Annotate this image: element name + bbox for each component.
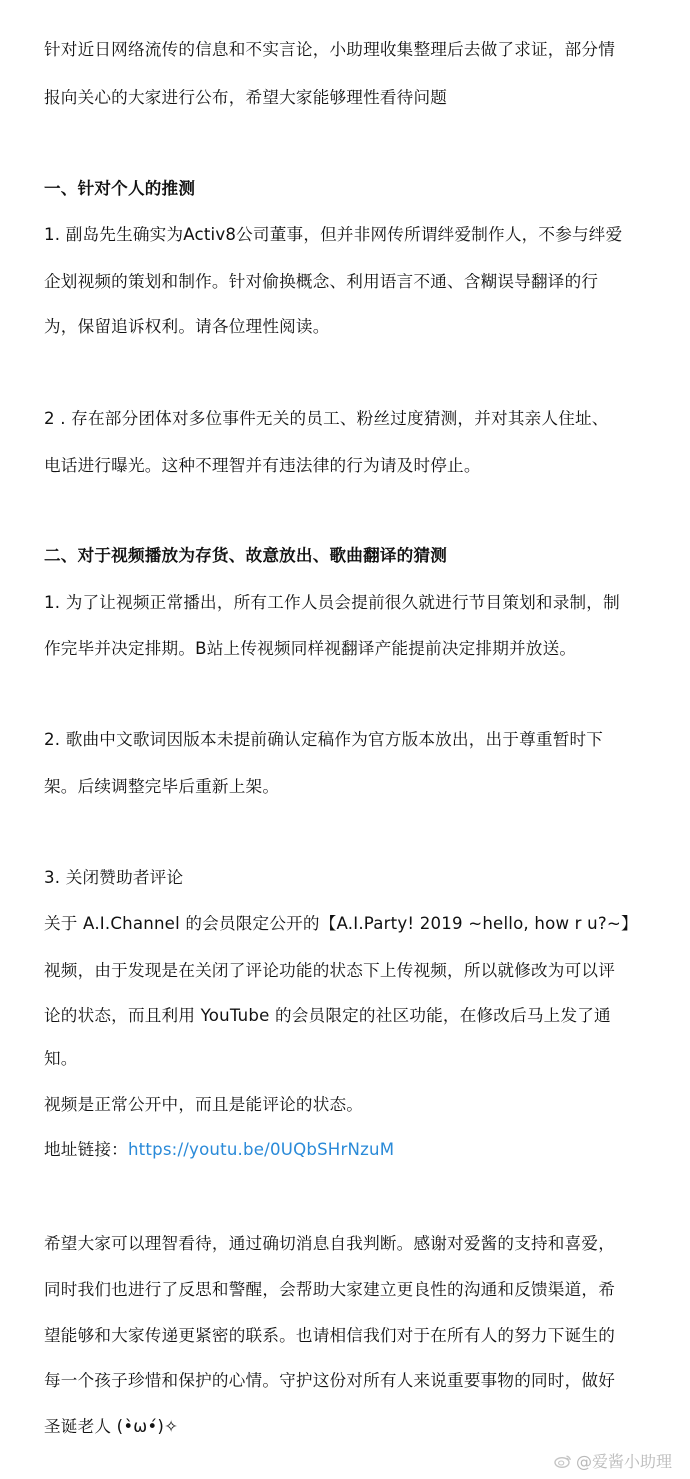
watermark: [554, 1451, 672, 1473]
paragraph-line: 作完毕并决定排期。B站上传视频同样视翻译产能提前决定排期并放送。: [44, 639, 577, 658]
closing-line: 希望大家可以理智看待，通过确切消息自我判断。感谢对爱酱的支持和喜爱，: [44, 1234, 615, 1253]
weibo-icon: [554, 1452, 572, 1466]
link-label: 地址链接：: [44, 1140, 128, 1159]
section-heading-1: 一、针对个人的推测: [44, 179, 196, 198]
intro-line: 报向关心的大家进行公布，希望大家能够理性看待问题: [44, 88, 448, 107]
closing-line: 望能够和大家传递更紧密的联系。也请相信我们对于在所有人的努力下诞生的: [44, 1326, 615, 1345]
paragraph-line: 电话进行曝光。这种不理智并有违法律的行为请及时停止。: [44, 456, 481, 475]
paragraph-line: 企划视频的策划和制作。针对偷换概念、利用语言不通、含糊误导翻译的行: [44, 272, 599, 291]
paragraph-line: 论的状态，而且利用 YouTube 的会员限定的社区功能，在修改后马上发了通: [44, 1006, 611, 1025]
closing-line: 圣诞老人 (•̀ω•́)✧: [44, 1417, 179, 1436]
paragraph-line: 架。后续调整完毕后重新上架。: [44, 777, 280, 796]
intro-line: 针对近日网络流传的信息和不实言论，小助理收集整理后去做了求证，部分情: [44, 40, 615, 59]
closing-line: 同时我们也进行了反思和警醒，会帮助大家建立更良性的沟通和反馈渠道，希: [44, 1280, 615, 1299]
link-line: [44, 1139, 394, 1161]
video-link[interactable]: https://youtu.be/0UQbSHrNzuM: [127, 1140, 395, 1159]
watermark-text: @爱酱小助理: [575, 1452, 672, 1471]
paragraph-line: 为，保留追诉权利。请各位理性阅读。: [44, 317, 330, 336]
paragraph-line: 2. 歌曲中文歌词因版本未提前确认定稿作为官方版本放出，出于尊重暂时下: [44, 730, 604, 749]
paragraph-line: 视频，由于发现是在关闭了评论功能的状态下上传视频，所以就修改为可以评: [44, 961, 615, 980]
paragraph-line: 2 . 存在部分团体对多位事件无关的员工、粉丝过度猜测，并对其亲人住址、: [44, 409, 609, 428]
paragraph-line: 知。: [44, 1049, 78, 1068]
section-heading-2: 二、对于视频播放为存货、故意放出、歌曲翻译的猜测: [44, 546, 448, 565]
paragraph-line: 1. 副岛先生确实为Activ8公司董事，但并非网传所谓绊爱制作人，不参与绊爱: [44, 225, 623, 244]
item-title: 3. 关闭赞助者评论: [44, 868, 184, 887]
paragraph-line: 视频是正常公开中，而且是能评论的状态。: [44, 1095, 364, 1114]
paragraph-line: 关于 A.I.Channel 的会员限定公开的【A.I.Party! 2019 ~hello, how r u?~】: [44, 914, 638, 933]
paragraph-line: 1. 为了让视频正常播出，所有工作人员会提前很久就进行节目策划和录制，制: [44, 593, 620, 612]
closing-line: 每一个孩子珍惜和保护的心情。守护这份对所有人来说重要事物的同时，做好: [44, 1371, 615, 1390]
